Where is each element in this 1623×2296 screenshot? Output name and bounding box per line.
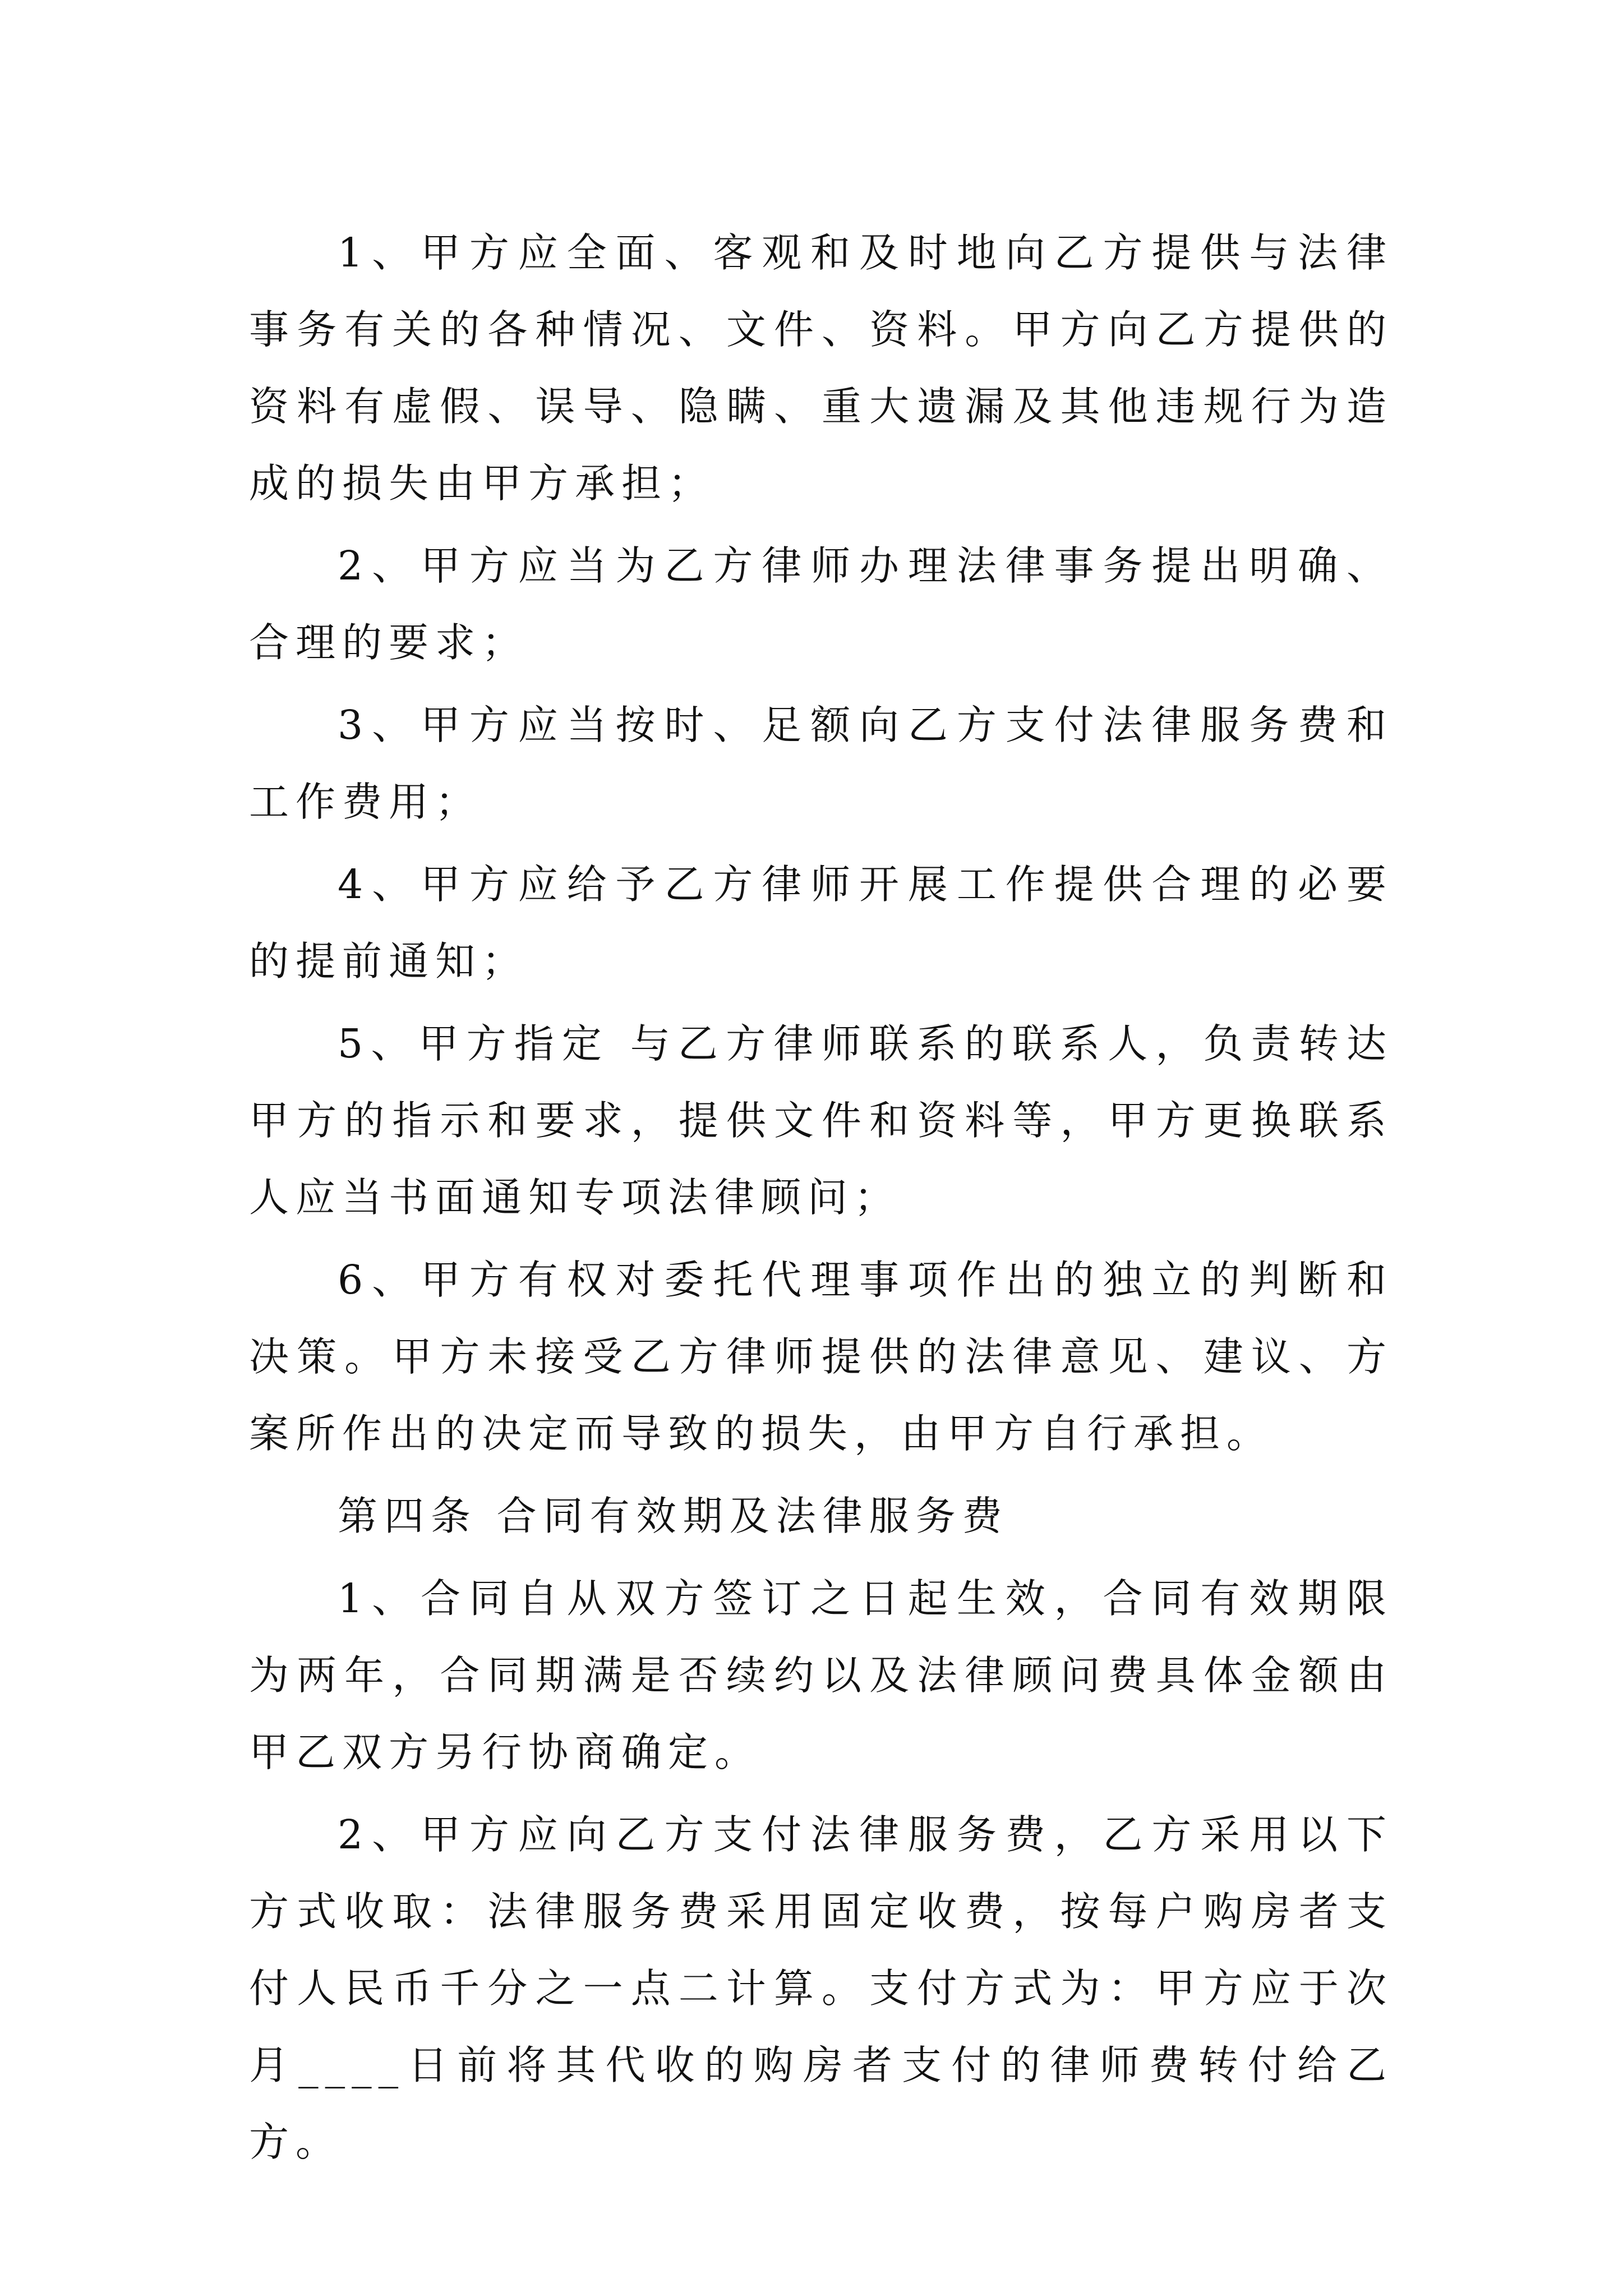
- document-body: [249, 214, 1393, 2186]
- paragraph-obligation-1: 1、甲方应全面、客观和及时地向乙方提供与法律事务有关的各种情况、文件、资料。甲方向乙方提供的资料有虚假、误导、隐瞒、重大遗漏及其他违规行为造成的损失由甲方承担；: [249, 229, 1393, 507]
- paragraph-obligation-3: 3、甲方应当按时、足额向乙方支付法律服务费和工作费用；: [249, 702, 1393, 825]
- paragraph-fee-2: 2、甲方应向乙方支付法律服务费，乙方采用以下方式收取：法律服务费采用固定收费，按每户购房者支付人民币千分之一点二计算。支付方式为：甲方应于次月____日前将其代收的购房者支付的律师费转付给乙方。: [249, 1811, 1393, 2165]
- paragraph-obligation-4: 4、甲方应给予乙方律师开展工作提供合理的必要的提前通知；: [249, 861, 1393, 984]
- paragraph-obligation-5: 5、甲方指定 与乙方律师联系的联系人，负责转达甲方的指示和要求，提供文件和资料等，甲方更换联系人应当书面通知专项法律顾问；: [249, 1020, 1393, 1221]
- paragraph-term-1: 1、合同自从双方签订之日起生效，合同有效期限为两年，合同期满是否续约以及法律顾问费具体金额由甲乙双方另行协商确定。: [249, 1575, 1393, 1775]
- paragraph-obligation-2: 2、甲方应当为乙方律师办理法律事务提出明确、合理的要求；: [249, 542, 1393, 666]
- paragraph-obligation-6: 6、甲方有权对委托代理事项作出的独立的判断和决策。甲方未接受乙方律师提供的法律意见、建议、方案所作出的决定而导致的损失，由甲方自行承担。: [249, 1257, 1393, 1457]
- article-four-heading: 第四条 合同有效期及法律服务费: [338, 1493, 1009, 1539]
